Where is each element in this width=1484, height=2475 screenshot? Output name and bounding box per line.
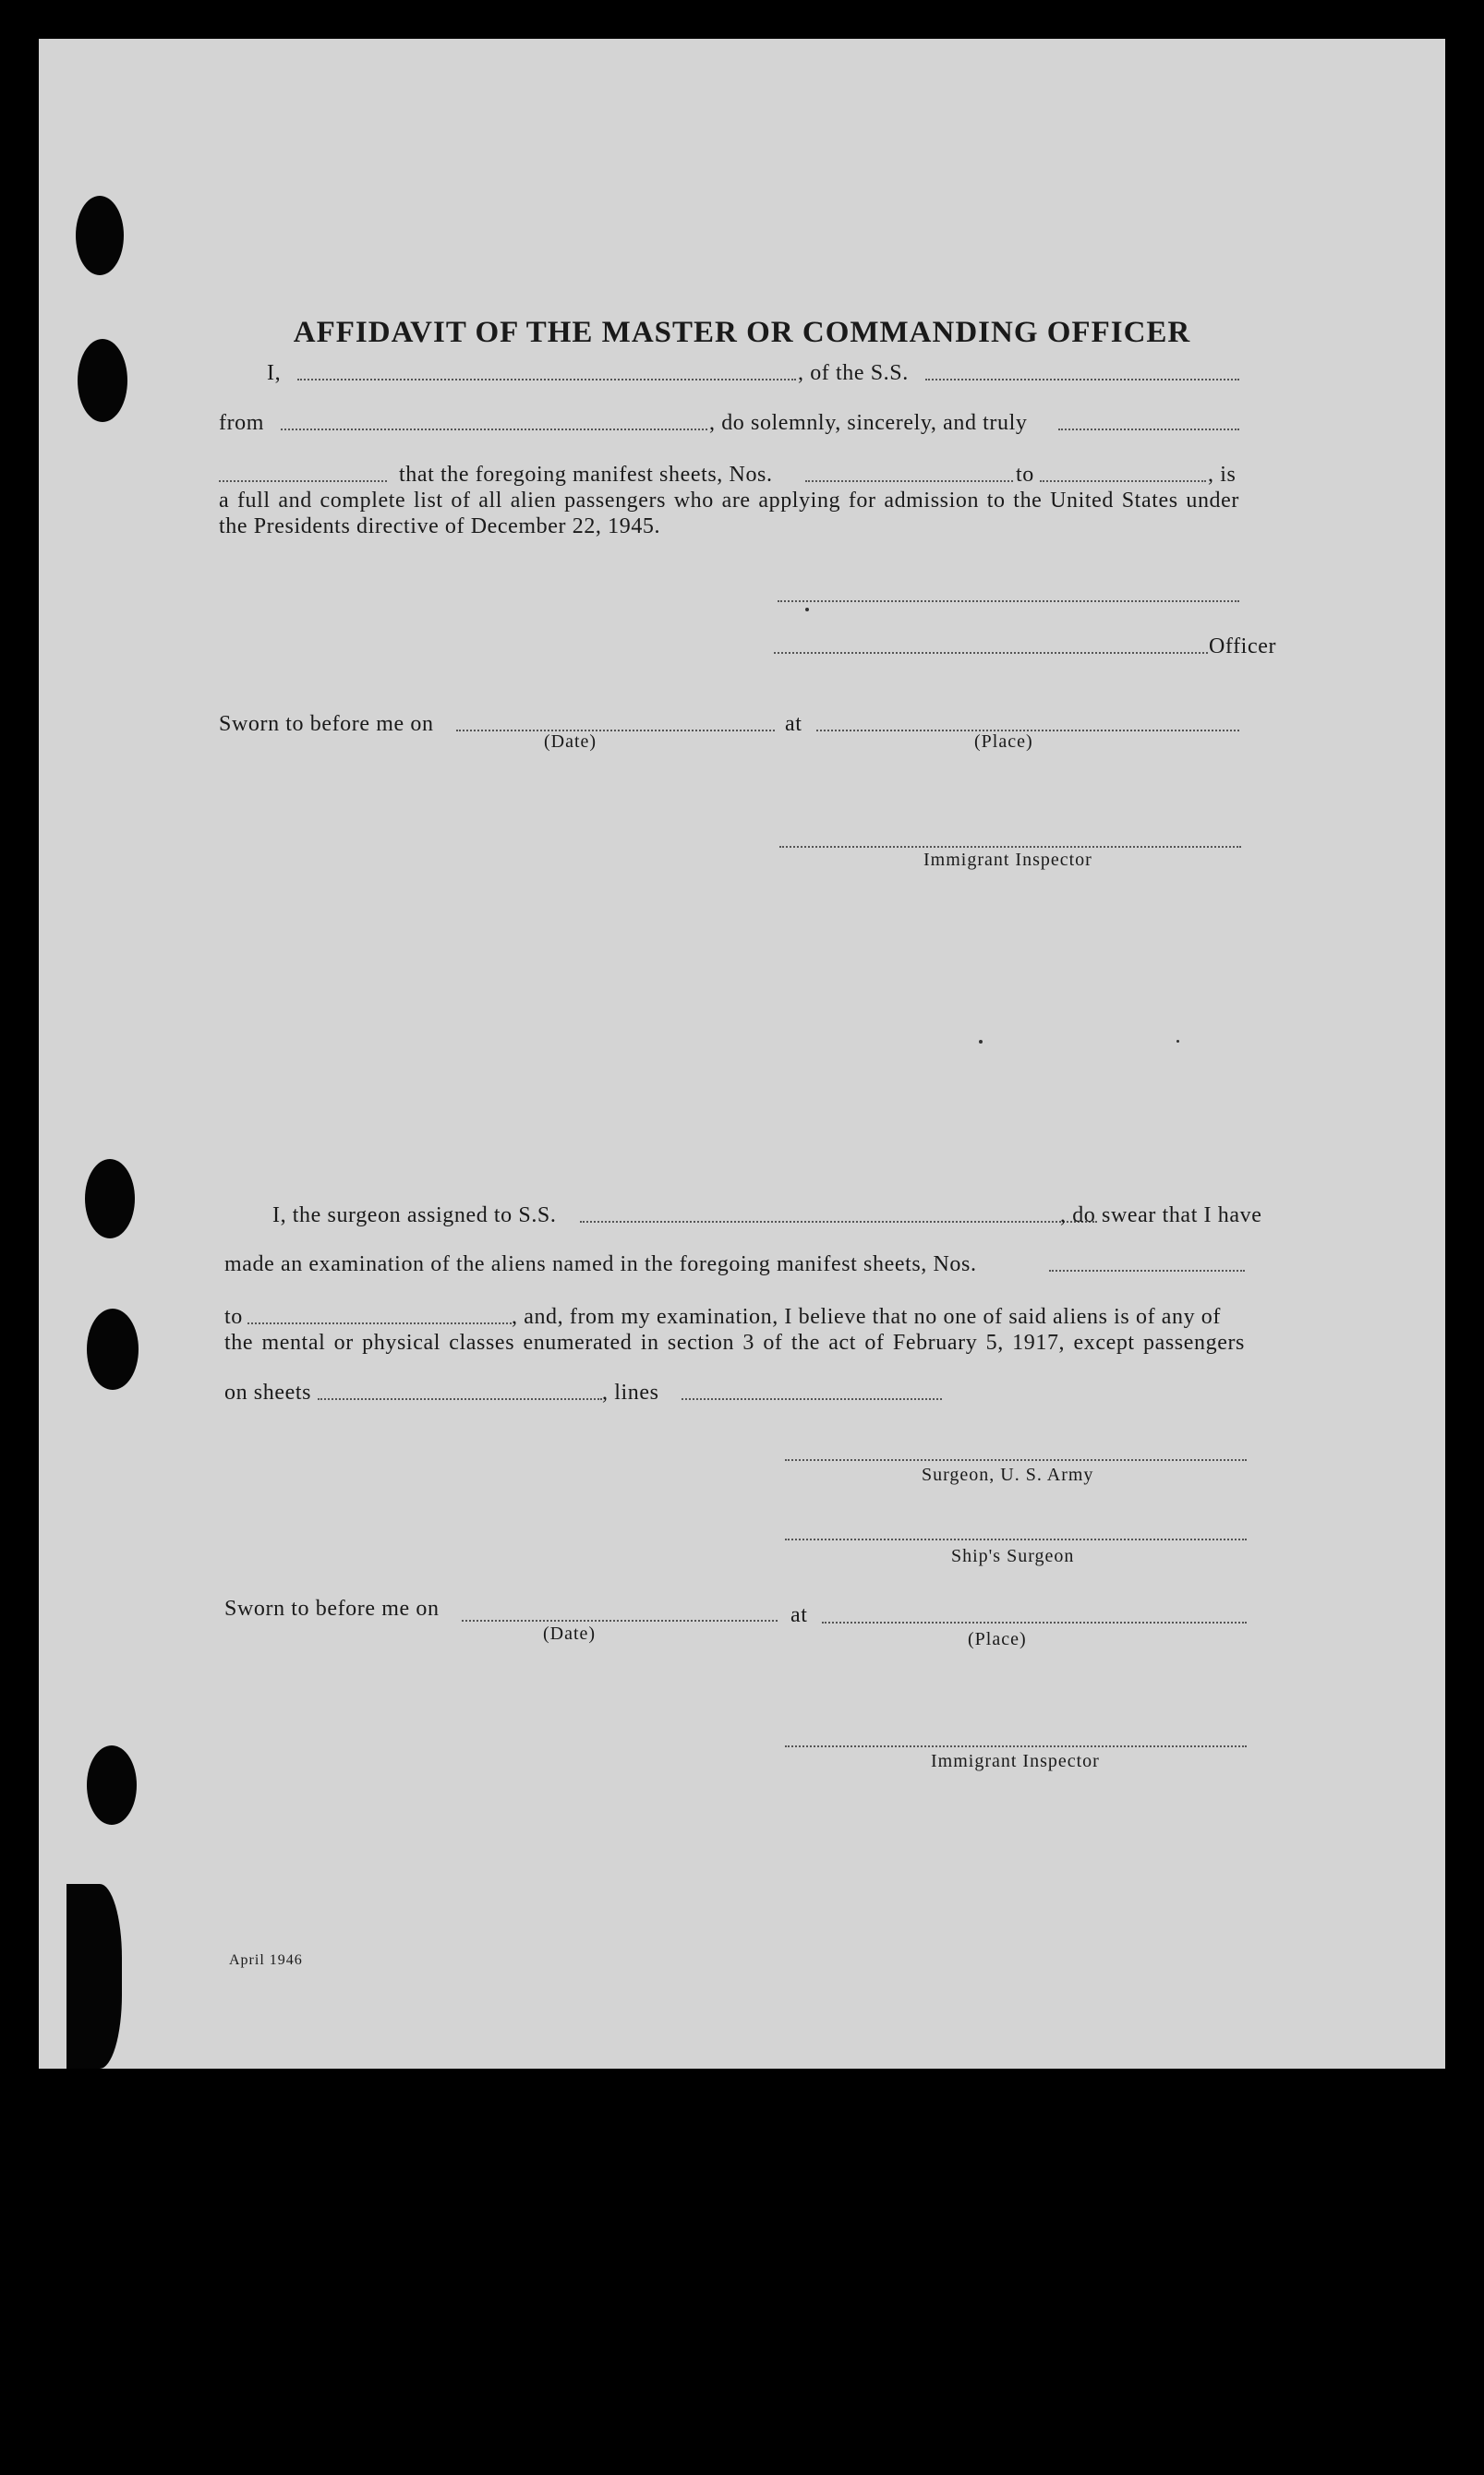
ship-surgeon-label: Ship's Surgeon (951, 1546, 1075, 1566)
surgeon-inspector-signature-field[interactable] (785, 1745, 1247, 1747)
master-from-label: from (219, 411, 265, 435)
surgeon-place-field[interactable] (822, 1622, 1247, 1624)
surgeon-place-caption: (Place) (968, 1629, 1027, 1649)
surgeon-statement (224, 1330, 1245, 1356)
surgeon-nos-to-field[interactable] (247, 1322, 512, 1324)
surgeon-intro-label: I, the surgeon assigned to S.S. (272, 1203, 557, 1227)
officer-label: Officer (1209, 634, 1277, 658)
surgeon-to-label: to (224, 1305, 243, 1329)
surgeon-inspector-label: Immigrant Inspector (931, 1751, 1100, 1771)
master-ss-label: , of the S.S. (798, 361, 909, 385)
master-nos-from-field[interactable] (805, 480, 1013, 482)
speck (805, 608, 809, 611)
punch-hole (85, 1159, 135, 1238)
master-statement-line: the Presidents directive of December 22, 1945. (219, 514, 661, 538)
master-date-caption: (Date) (544, 731, 597, 752)
master-statement-line: a full and complete list of all alien passengers who are applying for admission to the United States under (219, 489, 1239, 513)
master-from-field[interactable] (281, 429, 707, 430)
master-nos-to-field[interactable] (1040, 480, 1206, 482)
punch-hole (76, 196, 124, 275)
officer-signature-field[interactable] (774, 652, 1208, 654)
surgeon-sworn-label: Sworn to before me on (224, 1597, 440, 1621)
master-at-label: at (785, 712, 802, 736)
master-oath-field-cont[interactable] (219, 480, 387, 482)
punch-hole (78, 339, 127, 422)
master-name-field[interactable] (297, 379, 796, 380)
surgeon-nos-from-field[interactable] (1049, 1270, 1245, 1272)
surgeon-sheets-field[interactable] (318, 1398, 602, 1400)
ship-surgeon-signature-field[interactable] (785, 1539, 1247, 1540)
punch-hole (87, 1309, 139, 1390)
surgeon-swear-label: , do swear that I have (1060, 1203, 1262, 1227)
surgeon-date-caption: (Date) (543, 1624, 597, 1644)
master-sworn-label: Sworn to before me on (219, 712, 434, 736)
master-manifest-label: that the foregoing manifest sheets, Nos. (399, 463, 773, 487)
speck (1176, 1040, 1179, 1043)
surgeon-at-label: at (790, 1603, 808, 1627)
master-inspector-signature-field[interactable] (779, 846, 1241, 848)
form-date-footer: April 1946 (229, 1952, 303, 1968)
form-sheet (39, 39, 1445, 2069)
surgeon-examination-label: made an examination of the aliens named in the foregoing manifest sheets, Nos. (224, 1252, 977, 1276)
surgeon-lines-label: , lines (602, 1381, 659, 1405)
master-statement (219, 488, 1239, 539)
surgeon-lines-field[interactable] (682, 1398, 942, 1400)
master-signature-field[interactable] (778, 600, 1239, 602)
speck (979, 1040, 983, 1044)
form-title: AFFIDAVIT OF THE MASTER OR COMMANDING OFFICER (293, 316, 1191, 349)
punch-hole (87, 1745, 137, 1825)
master-inspector-label: Immigrant Inspector (923, 850, 1092, 870)
surgeon-sheets-label: on sheets (224, 1381, 312, 1405)
army-surgeon-label: Surgeon, U. S. Army (922, 1465, 1094, 1485)
surgeon-statement-line: the mental or physical classes enumerated in section 3 of the act of February 5, 1917, except passengers (224, 1331, 1245, 1355)
surgeon-date-field[interactable] (462, 1620, 778, 1622)
army-surgeon-signature-field[interactable] (785, 1459, 1247, 1461)
punch-hole (66, 1884, 122, 2069)
master-place-caption: (Place) (974, 731, 1033, 752)
master-is-label: , is (1208, 463, 1237, 487)
master-i-label: I, (267, 361, 282, 385)
master-to-label: to (1016, 463, 1034, 487)
master-ship-field[interactable] (925, 379, 1239, 380)
master-oath-field[interactable] (1058, 429, 1239, 430)
master-date-field[interactable] (456, 730, 775, 731)
master-solemnly-label: , do solemnly, sincerely, and truly (709, 411, 1028, 435)
surgeon-belief-label: , and, from my examination, I believe that no one of said aliens is of any of (512, 1305, 1222, 1329)
surgeon-ship-field[interactable] (580, 1221, 1097, 1223)
